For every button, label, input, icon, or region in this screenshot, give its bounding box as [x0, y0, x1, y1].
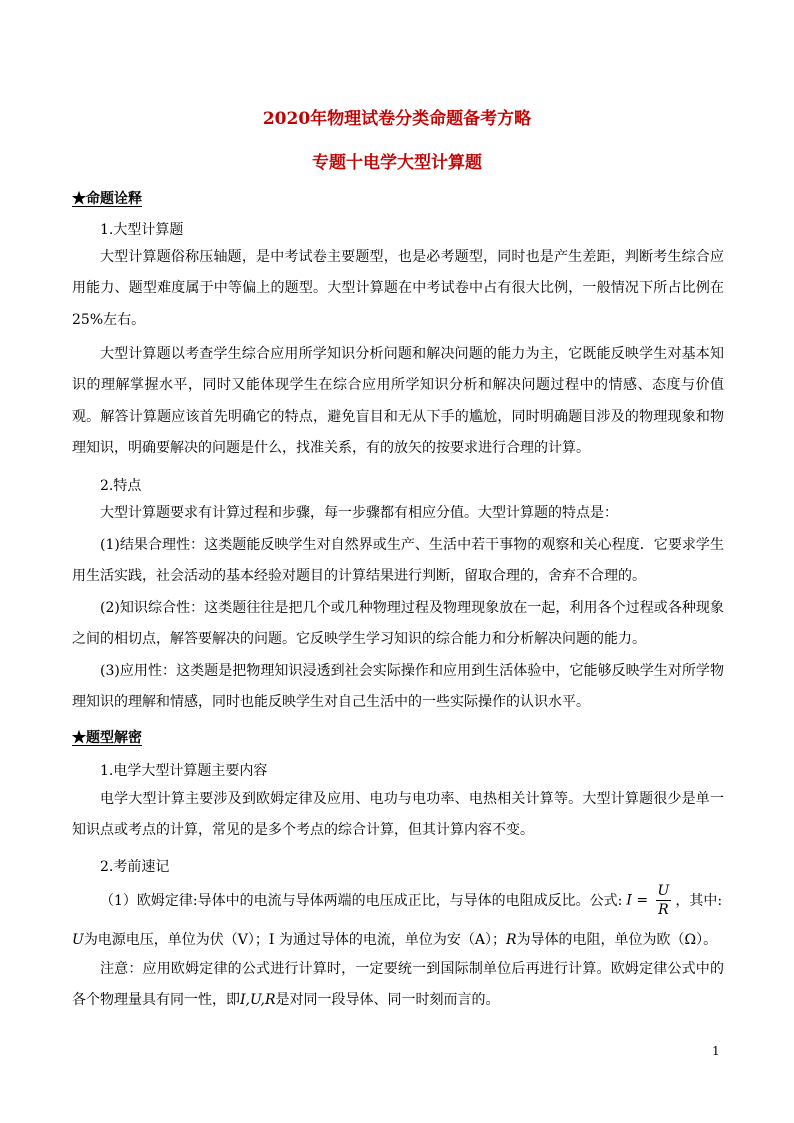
formula-denominator: R [658, 901, 669, 918]
units-text-a: 为电源电压，单位为伏（V）；I 为通过导体的电流，单位为安（A）； [83, 932, 507, 948]
page-number: 1 [712, 1044, 720, 1058]
section-heading-interpretation [72, 188, 142, 208]
note-text-a: 注意：应用欧姆定律的公式进行计算时，一定要统一到国际制单位后再进行计算。欧姆定律公式中的各个物理量具有同一性，即 [72, 961, 724, 1009]
paragraph: 大型计算题要求有计算过程和步骤，每一步骤都有相应分值。大型计算题的特点是： [100, 505, 618, 521]
star-icon: ★ [72, 730, 86, 746]
note-vars: I,U,R [240, 992, 276, 1009]
var-r: R [506, 932, 517, 948]
item-title: 2.考前速记 [100, 859, 170, 875]
ohm-law-units-line [72, 929, 717, 949]
item-title: 1.大型计算题 [100, 222, 184, 238]
units-text-b: 为导体的电阻，单位为欧（Ω）。 [516, 932, 718, 948]
note-paragraph [72, 954, 724, 1017]
var-u: U [72, 932, 84, 948]
ohm-law-formula [626, 882, 671, 919]
paragraph: (1)结果合理性：这类题能反映学生对自然界或生产、生活中若干事物的观察和关心程度．它要求学生用生活实践，社会活动的基本经验对题目的计算结果进行判断，留取合理的，舍弃不合理的。 [72, 537, 724, 585]
formula-numerator: U [657, 882, 670, 899]
item-title: 1.电学大型计算题主要内容 [100, 763, 268, 779]
note-text-b: 是对同一段导体、同一时刻而言的。 [275, 992, 500, 1009]
formula-lhs: I [626, 892, 632, 908]
document-subtitle: 专题十电学大型计算题 [312, 153, 482, 173]
paragraph: 电学大型计算主要涉及到欧姆定律及应用、电功与电功率、电热相关计算等。大型计算题很少是单一知识点或考点的计算，常见的是多个考点的综合计算，但其计算内容不变。 [72, 791, 724, 839]
paragraph: (3)应用性：这类题是把物理知识浸透到社会实际操作和应用到生活体验中，它能够反映学生对所学物理知识的理解和情感，同时也能反映学生对自己生活中的一些实际操作的认识水平。 [72, 663, 724, 711]
ohm-law-line [100, 880, 722, 920]
section-heading-label: 命题诠释 [86, 191, 142, 207]
formula-fraction [656, 882, 672, 919]
document-title: 2020年物理试卷分类命题备考方略 [262, 109, 532, 129]
formula-eq: = [636, 892, 649, 908]
paragraph: (2)知识综合性：这类题往往是把几个或几种物理过程及物理现象放在一起，利用各个过程或各种现象之间的相切点，解答要解决的问题。它反映学生学习知识的综合能力和分析解决问题的能力。 [72, 600, 724, 648]
section-heading-label: 题型解密 [86, 730, 142, 746]
paragraph: 大型计算题俗称压轴题，是中考试卷主要题型，也是必考题型，同时也是产生差距，判断考生综合应用能力、题型难度属于中等偏上的题型。大型计算题在中考试卷中占有很大比例，一般情况下所占比例在 25%左右。 [72, 249, 724, 328]
item-title: 2.特点 [100, 478, 142, 494]
star-icon: ★ [72, 191, 86, 207]
section-heading-decoding [72, 727, 142, 747]
ohm-law-tail: ，其中: [675, 893, 723, 909]
paragraph: 大型计算题以考查学生综合应用所学知识分析问题和解决问题的能力为主，它既能反映学生对基本知识的理解掌握水平，同时又能体现学生在综合应用所学知识分析和解决问题过程中的情感、态度与价值观。解答计算题应该首先明确它的特点，避免盲目和无从下手的尴尬，同时明确题目涉及的物理现象和物理知识，明确要解决的问题是什么，找准关系，有的放矢的按要求进行合理的计算。 [72, 346, 724, 457]
ohm-law-lead: （1）欧姆定律:导体中的电流与导体两端的电压成正比，与导体的电阻成反比。公式: [100, 893, 623, 909]
